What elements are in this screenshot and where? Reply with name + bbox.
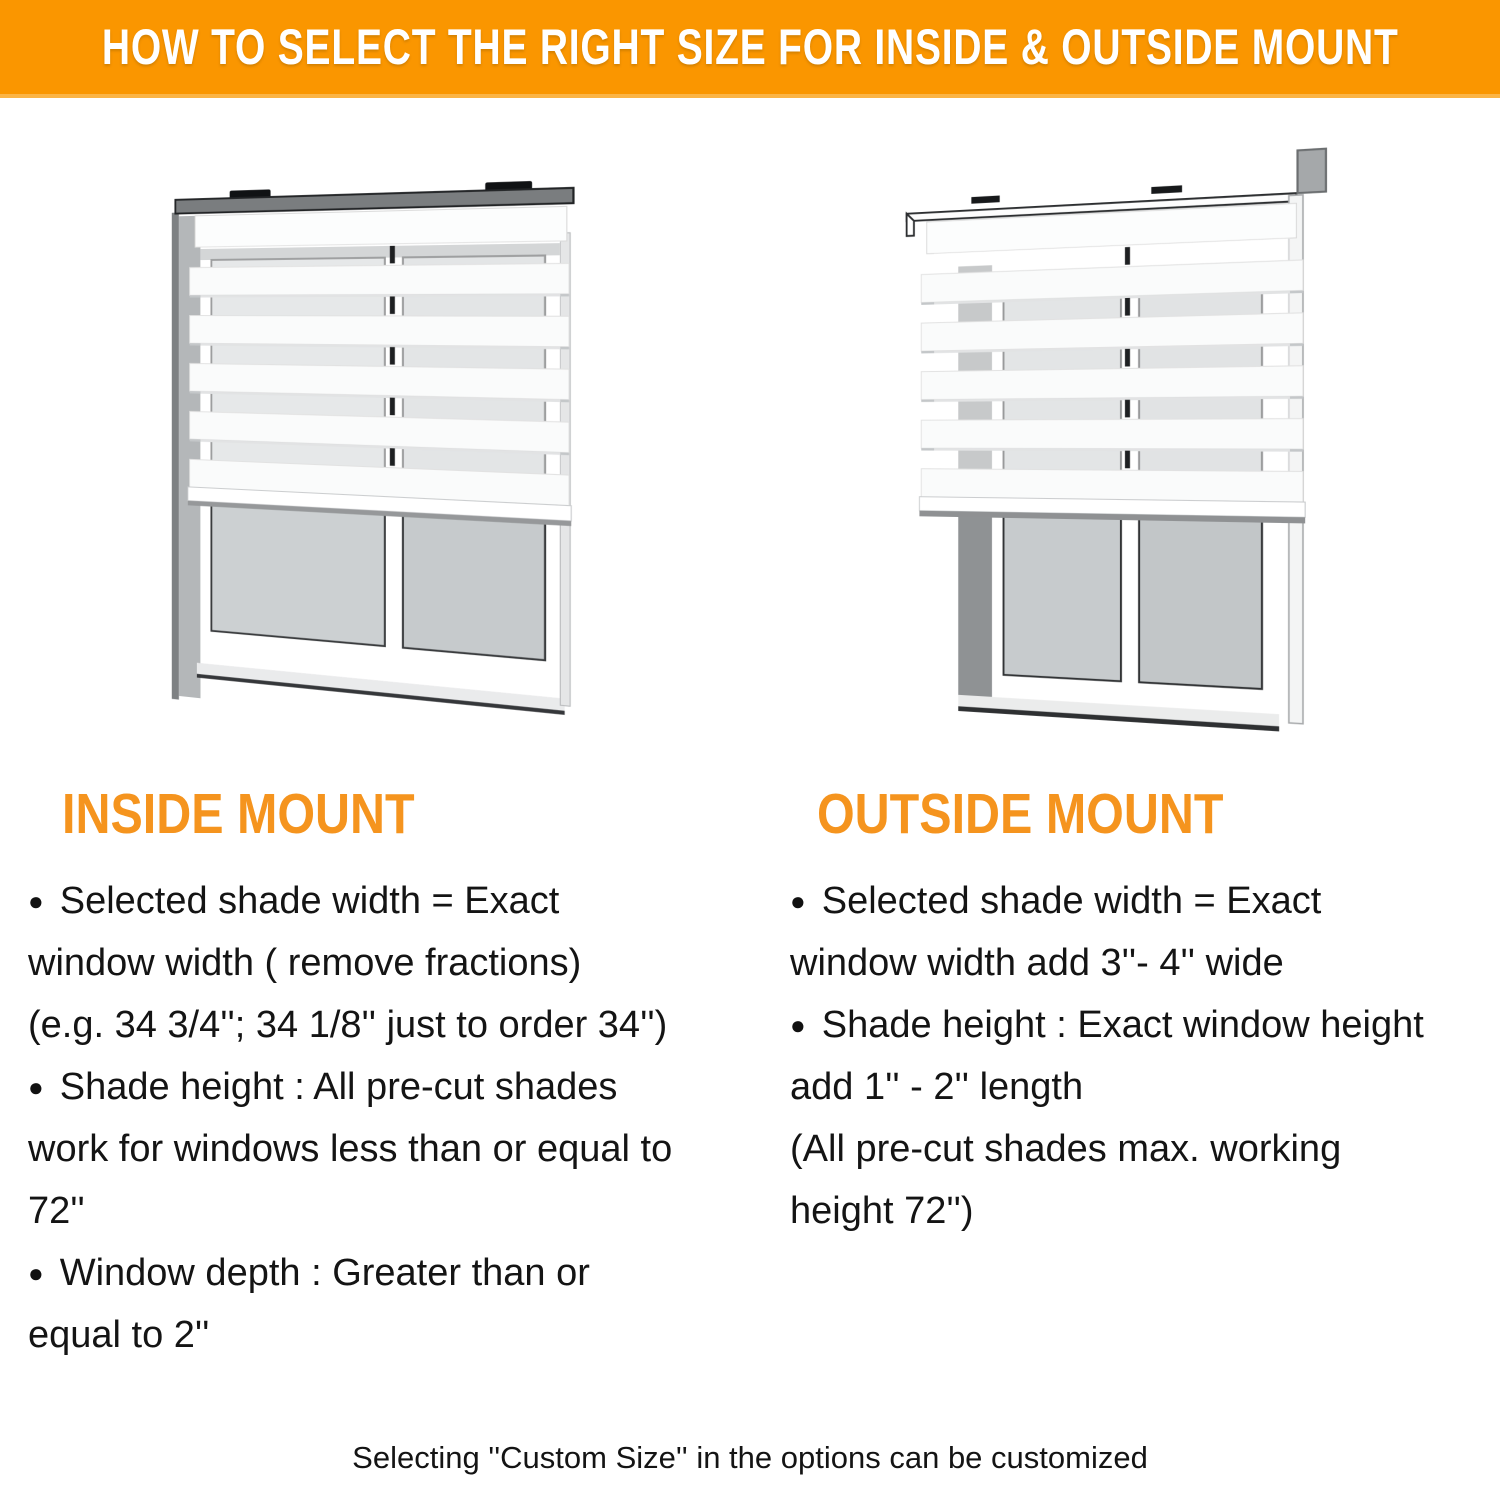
bullet-icon: ●: [28, 1258, 44, 1288]
inside-mount-window-drawing: [170, 134, 587, 781]
spec-line: [28, 1056, 768, 1118]
spec-line: [28, 1304, 768, 1366]
banner: [0, 0, 1500, 98]
spec-line-text: work for windows less than or equal to: [28, 1128, 673, 1170]
outside-mount-heading: OUTSIDE MOUNT: [817, 782, 1224, 846]
spec-line: [790, 1180, 1490, 1242]
spec-line-text: Shade height : All pre-cut shades: [59, 1066, 618, 1108]
banner-title: HOW TO SELECT THE RIGHT SIZE FOR INSIDE & OUTSIDE MOUNT: [101, 19, 1399, 75]
zebra-shade: [919, 203, 1305, 524]
outside-mount-illustration: [903, 140, 1343, 795]
spec-line-text: window width add 3''- 4'' wide: [790, 942, 1284, 984]
spec-line-text: add 1'' - 2'' length: [790, 1066, 1084, 1108]
spec-line: [790, 870, 1490, 932]
zebra-shade: [188, 206, 571, 526]
spec-line-text: Shade height : Exact window height: [821, 1004, 1424, 1046]
spec-line-text: 72'': [28, 1190, 85, 1232]
spec-line: [28, 1118, 768, 1180]
spec-line: [790, 932, 1490, 994]
custom-size-note: Selecting ''Custom Size'' in the options can be customized: [352, 1440, 1148, 1475]
spec-line-text: Selected shade width = Exact: [59, 880, 560, 922]
spec-line: [790, 1056, 1490, 1118]
spec-line: [790, 994, 1490, 1056]
bullet-icon: ●: [790, 886, 806, 916]
outside-mount-window-drawing: [903, 110, 1328, 792]
spec-line-text: window width ( remove fractions): [28, 942, 582, 984]
bullet-icon: ●: [28, 1072, 44, 1102]
bullet-icon: ●: [28, 886, 44, 916]
spec-line: [28, 870, 768, 932]
bullet-icon: ●: [790, 1010, 806, 1040]
spec-line-text: (e.g. 34 3/4''; 34 1/8'' just to order 34''): [28, 1004, 668, 1046]
spec-line: [28, 1180, 768, 1242]
inside-mount-heading: INSIDE MOUNT: [62, 782, 415, 846]
spec-line: [28, 1242, 768, 1304]
spec-line: [28, 994, 768, 1056]
spec-line-text: height 72''): [790, 1190, 974, 1232]
inside-mount-illustration: [170, 152, 600, 782]
spec-line-text: equal to 2'': [28, 1314, 210, 1356]
spec-line-text: Window depth : Greater than or: [59, 1252, 590, 1294]
spec-line: [28, 932, 768, 994]
spec-line-text: (All pre-cut shades max. working: [790, 1128, 1342, 1170]
spec-line: [790, 1118, 1490, 1180]
spec-line-text: Selected shade width = Exact: [821, 880, 1322, 922]
outside-mount-specs: [790, 870, 1490, 1242]
inside-mount-specs: [28, 870, 768, 1366]
